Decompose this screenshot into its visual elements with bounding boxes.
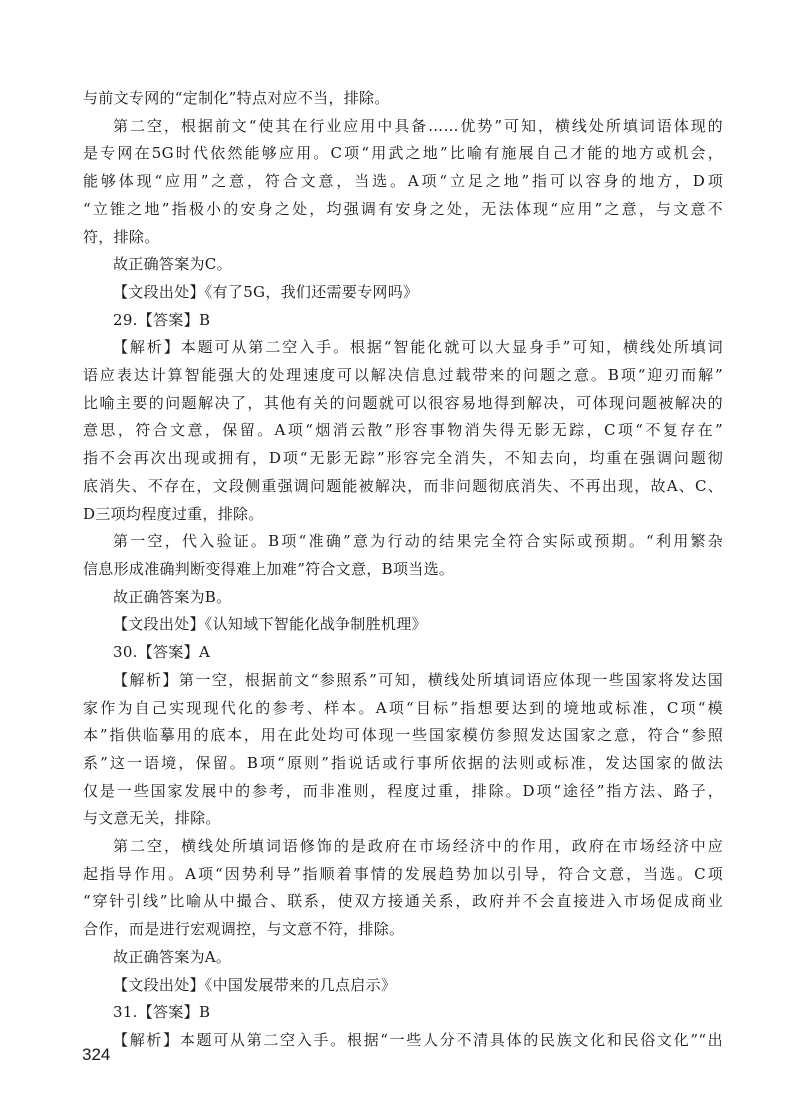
answer-line: 故正确答案为A。 [113,948,232,966]
text-line: 能够体现“应用”之意，符合文意，当选。A项“立足之地”指可以容身的地方，D项 [83,172,723,190]
text-line: 【解析】本题可从第二空入手。根据“智能化就可以大显身手”可知，横线处所填词 [113,338,723,356]
text-line: 【解析】本题可从第二空入手。根据“一些人分不清具体的民族文化和民俗文化”“出 [113,1031,723,1049]
text-line: “穿针引线”比喻从中撮合、联系，使双方接通关系，政府并不会直接进入市场促成商业 [83,892,723,910]
text-line: 意思，符合文意，保留。A项“烟消云散”形容事物消失得无影无踪，C项“不复存在” [83,421,723,439]
text-line: 家作为自己实现现代化的参考、样本。A项“目标”指想要达到的境地或标准，C项“模 [83,699,723,717]
question-number: 30.【答案】A [113,643,211,661]
text-line: 【解析】第一空，根据前文“参照系”可知，横线处所填词语应体现一些国家将发达国 [113,671,723,689]
text-line: 底消失、不存在，文段侧重强调问题能被解决，而非问题彻底消失、不再出现，故A、C、 [83,477,723,495]
source-line: 【文段出处】《有了5G，我们还需要专网吗》 [113,283,419,301]
text-line: D三项均程度过重，排除。 [83,505,264,523]
text-line: 合作，而是进行宏观调控，与文意不符，排除。 [83,920,405,938]
text-line: 第一空，代入验证。B项“准确”意为行动的结果完全符合实际或预期。“利用繁杂 [113,532,723,550]
text-line: 第二空，横线处所填词语修饰的是政府在市场经济中的作用，政府在市场经济中应 [113,837,723,855]
text-line: 与前文专网的“定制化”特点对应不当，排除。 [83,89,390,107]
text-line: 是专网在5G时代依然能够应用。C项“用武之地”比喻有施展自己才能的地方或机会， [83,144,723,162]
text-line: 符，排除。 [83,228,160,246]
answer-line: 故正确答案为C。 [113,255,232,273]
text-line: 第二空，根据前文“使其在行业应用中具备……优势”可知，横线处所填词语体现的 [113,117,723,135]
text-line: 本”指供临摹用的底本，用在此处均可体现一些国家模仿参照发达国家之意，符合“参照 [83,726,723,744]
text-line: 指不会再次出现或拥有，D项“无影无踪”形容完全消失，不知去向，均重在强调问题彻 [83,449,723,467]
text-line: 与文意无关，排除。 [83,809,221,827]
question-number: 29.【答案】B [113,311,211,329]
answer-line: 故正确答案为B。 [113,588,232,606]
text-line: 信息形成准确判断变得难上加难”符合文意，B项当选。 [83,560,455,578]
text-line: 起指导作用。A项“因势利导”指顺着事情的发展趋势加以引导，符合文意，当选。C项 [83,865,723,883]
page-number: 324 [82,1045,111,1064]
source-line: 【文段出处】《中国发展带来的几点启示》 [113,976,397,994]
text-line: 系”这一语境，保留。B项“原则”指说话或行事所依据的法则或标准，发达国家的做法 [83,754,723,772]
source-line: 【文段出处】《认知域下智能化战争制胜机理》 [113,615,427,633]
text-line: 语应表达计算智能强大的处理速度可以解决信息过载带来的问题之意。B项“迎刃而解” [83,366,723,384]
text-line: 仅是一些国家发展中的参考，而非准则，程度过重，排除。D项“途径”指方法、路子， [83,782,723,800]
text-line: “立锥之地”指极小的安身之处，均强调有安身之处，无法体现“应用”之意，与文意不 [83,200,723,218]
question-number: 31.【答案】B [113,1003,211,1021]
text-line: 比喻主要的问题解决了，其他有关的问题就可以很容易地得到解决，可体现问题被解决的 [83,394,723,412]
